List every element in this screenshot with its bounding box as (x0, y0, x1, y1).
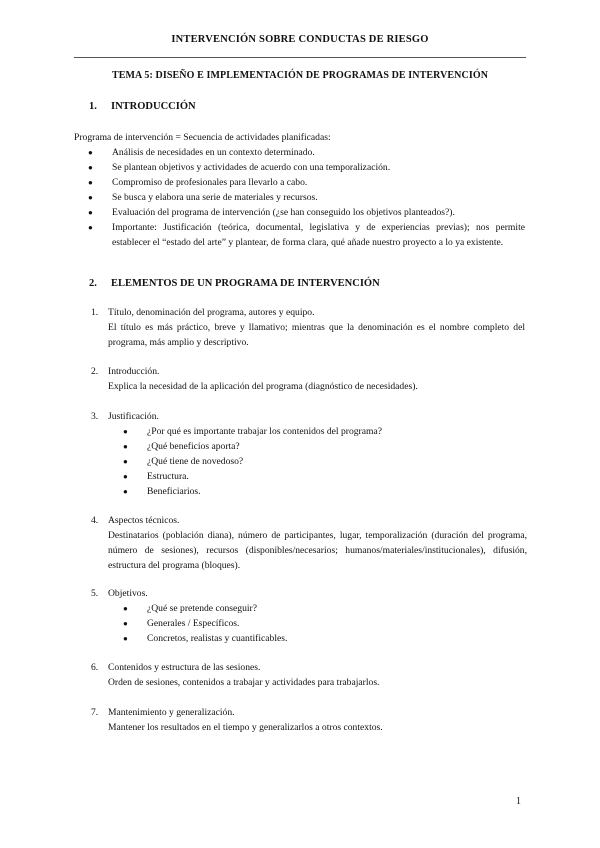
bullet-icon: ● (88, 223, 93, 232)
bullet-icon: ● (123, 619, 128, 628)
section-heading-introduccion (89, 101, 196, 112)
bullet-icon: ● (88, 148, 93, 157)
item-title: Título, denominación del programa, autores y equipo. (108, 307, 315, 318)
item-title: Contenidos y estructura de las sesiones. (108, 662, 261, 673)
list-item: ● Concretos, realistas y cuantificables. (123, 631, 523, 646)
list-item: ● Importante: Justificación (teórica, documental, legislativa y de experiencias previas); nos permite establecer el “estado del arte” y plantear, de forma clara, qué añade nuestro proyecto a lo ya existente. (88, 222, 525, 249)
item-title: Introducción. (108, 366, 160, 377)
list-item: ● Beneficiarios. (123, 484, 523, 499)
item-text: Explica la necesidad de la aplicación del programa (diagnóstico de necesidades). (108, 381, 418, 392)
list-item: ● Generales / Específicos. (123, 616, 523, 631)
item-text: El título es más práctico, breve y llamativo; mientras que la denominación es el nombre completo del programa, más amplio y descriptivo. (108, 322, 525, 349)
page-header: INTERVENCIÓN SOBRE CONDUCTAS DE RIESGO (171, 34, 429, 45)
bullet-icon: ● (123, 634, 128, 643)
item-text: Orden de sesiones, contenidos a trabajar y actividades para trabajarlos. (108, 677, 380, 688)
list-item: ● ¿Por qué es importante trabajar los contenidos del programa? (123, 424, 523, 439)
list-item: ● Se busca y elabora una serie de materiales y recursos. (88, 190, 524, 205)
bullet-icon: ● (123, 457, 128, 466)
item-text: Destinatarios (población diana), número de participantes, lugar, temporalización (duración del programa, número de sesiones), recursos (disponibles/necesarios; humanos/materiales/institucionales), difusión, estructura del programa (bloques). (108, 530, 527, 572)
list-item: ● Estructura. (123, 469, 523, 484)
item-title: Justificación. (108, 411, 159, 422)
item-title: Aspectos técnicos. (108, 515, 180, 526)
list-item: ● ¿Qué beneficios aporta? (123, 439, 523, 454)
list-item: ● Evaluación del programa de intervención (¿se han conseguido los objetivos planteados?). (88, 205, 524, 220)
bullet-icon: ● (123, 472, 128, 481)
section-title: INTRODUCCIÓN (111, 101, 196, 112)
list-item: ● ¿Qué tiene de novedoso? (123, 454, 523, 469)
header-divider (74, 57, 526, 58)
section-number: 2. (89, 278, 97, 289)
item-text: Mantener los resultados en el tiempo y generalizarlos a otros contextos. (108, 722, 383, 733)
list-item: ● Se plantean objetivos y actividades de acuerdo con una temporalización. (88, 160, 524, 175)
bullet-icon: ● (123, 442, 128, 451)
bullet-icon: ● (88, 178, 93, 187)
bullet-icon: ● (123, 604, 128, 613)
item-title: Mantenimiento y generalización. (108, 707, 235, 718)
item-title: Objetivos. (108, 588, 148, 599)
bullet-icon: ● (123, 427, 128, 436)
section-title: ELEMENTOS DE UN PROGRAMA DE INTERVENCIÓN (111, 278, 380, 289)
item-number: 2. (91, 366, 99, 377)
section-number: 1. (89, 101, 97, 112)
bullet-icon: ● (88, 193, 93, 202)
section-heading-elementos (89, 278, 380, 289)
list-item: ● ¿Qué se pretende conseguir? (123, 601, 523, 616)
item-number: 4. (91, 515, 99, 526)
intro-paragraph: Programa de intervención = Secuencia de actividades planificadas: (74, 132, 331, 143)
item-number: 1. (91, 307, 99, 318)
item-number: 6. (91, 662, 99, 673)
bullet-icon: ● (88, 208, 93, 217)
item-number: 7. (91, 707, 99, 718)
list-item: ● Análisis de necesidades en un contexto determinado. (88, 145, 524, 160)
page-number: 1 (516, 796, 521, 807)
bullet-icon: ● (88, 163, 93, 172)
item-number: 3. (91, 411, 99, 422)
item-number: 5. (91, 588, 99, 599)
bullet-icon: ● (123, 487, 128, 496)
list-item: ● Compromiso de profesionales para llevarlo a cabo. (88, 175, 524, 190)
document-title: TEMA 5: DISEÑO E IMPLEMENTACIÓN DE PROGRAMAS DE INTERVENCIÓN (111, 70, 489, 81)
